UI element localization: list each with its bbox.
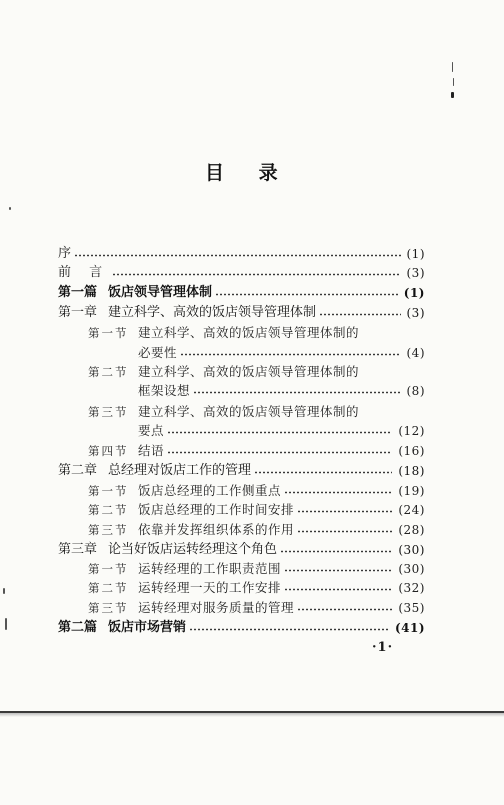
dot-leader xyxy=(112,273,400,276)
section-label: 第一节 xyxy=(88,484,129,498)
dot-leader xyxy=(193,391,400,394)
toc-entry-ch3-section-2 xyxy=(58,580,425,596)
dot-leader xyxy=(284,491,392,494)
page-ref: (1) xyxy=(403,286,425,300)
dot-leader xyxy=(284,569,392,572)
dot-leader xyxy=(215,293,398,296)
dot-leader xyxy=(189,628,389,631)
section-label: 第三节 xyxy=(88,405,129,419)
entry-label: 第二篇 xyxy=(58,620,98,635)
page-ref: (16) xyxy=(398,444,425,458)
toc-entry-ch1-section-3-cont xyxy=(58,423,425,439)
dot-leader xyxy=(297,608,392,611)
section-title-cont: 框架设想 xyxy=(138,383,191,398)
scan-mark xyxy=(452,62,453,72)
dot-leader xyxy=(167,451,392,454)
section-title: 依靠并发挥组织体系的作用 xyxy=(138,522,295,537)
section-label: 第一节 xyxy=(88,326,129,340)
toc-entry-chapter-2 xyxy=(58,463,425,479)
toc-entry-ch2-section-2 xyxy=(58,502,425,518)
section-title: 运转经理的工作职责范围 xyxy=(138,561,282,576)
entry-label: 前 言 xyxy=(58,265,110,280)
toc-entry-preface xyxy=(58,246,425,262)
section-label: 第三节 xyxy=(88,523,129,537)
page-ref: (3) xyxy=(406,266,425,280)
bottom-rule-shadow xyxy=(0,713,504,717)
dot-leader xyxy=(319,313,400,316)
toc-entry-chapter-1 xyxy=(58,305,425,321)
section-label: 第三节 xyxy=(88,601,129,615)
scan-mark xyxy=(9,207,11,210)
dot-leader xyxy=(297,510,392,513)
page-ref: (28) xyxy=(398,523,425,537)
page-ref: (12) xyxy=(398,424,425,438)
dot-leader xyxy=(74,254,400,257)
section-label: 第一节 xyxy=(88,562,129,576)
page-ref: (3) xyxy=(406,306,425,320)
scan-mark xyxy=(451,92,454,98)
toc-entry-part-1 xyxy=(58,285,425,301)
entry-title: 饭店市场营销 xyxy=(108,620,187,635)
section-label: 第四节 xyxy=(88,444,129,458)
section-label: 第二节 xyxy=(88,365,129,379)
toc-entry-chapter-3 xyxy=(58,542,425,558)
entry-label: 第一章 xyxy=(58,305,98,320)
page-ref: (30) xyxy=(398,543,425,557)
page-ref: (41) xyxy=(394,621,425,635)
page-ref: (30) xyxy=(398,562,425,576)
page-number: ·1· xyxy=(372,640,394,655)
entry-title: 建立科学、高效的饭店领导管理体制 xyxy=(108,305,317,320)
dot-leader xyxy=(254,471,392,474)
section-title: 饭店总经理的工作侧重点 xyxy=(138,483,282,498)
section-title: 结语 xyxy=(138,443,165,458)
entry-title: 论当好饭店运转经理这个角色 xyxy=(108,542,278,557)
entry-label: 第三章 xyxy=(58,542,98,557)
toc-entry-ch2-section-1 xyxy=(58,483,425,499)
toc-entry-ch2-section-3 xyxy=(58,522,425,538)
page-ref: (19) xyxy=(398,484,425,498)
section-title: 运转经理一天的工作安排 xyxy=(138,580,282,595)
section-title: 饭店总经理的工作时间安排 xyxy=(138,502,295,517)
toc-entry-foreword xyxy=(58,265,425,281)
dot-leader xyxy=(180,353,400,356)
dot-leader xyxy=(167,431,392,434)
section-title-cont: 要点 xyxy=(138,423,165,438)
section-title-cont: 必要性 xyxy=(138,345,178,360)
section-title: 建立科学、高效的饭店领导管理体制的 xyxy=(138,325,360,340)
entry-label: 序 xyxy=(58,246,72,261)
entry-label: 第一篇 xyxy=(58,285,98,300)
section-title: 建立科学、高效的饭店领导管理体制的 xyxy=(138,404,360,419)
page-ref: (24) xyxy=(398,503,425,517)
section-label: 第二节 xyxy=(88,581,129,595)
toc-entry-part-2 xyxy=(58,620,425,636)
toc-entry-ch1-section-1 xyxy=(58,325,425,341)
section-label: 第二节 xyxy=(88,503,129,517)
section-title: 运转经理对服务质量的管理 xyxy=(138,600,295,615)
page-ref: (35) xyxy=(398,601,425,615)
dot-leader xyxy=(280,550,392,553)
scan-mark xyxy=(3,588,5,594)
dot-leader xyxy=(284,588,392,591)
entry-title: 总经理对饭店工作的管理 xyxy=(108,463,252,478)
page-title: 目 录 xyxy=(205,162,292,184)
toc-entry-ch1-section-4 xyxy=(58,443,425,459)
toc-entry-ch3-section-3 xyxy=(58,600,425,616)
scan-mark xyxy=(453,78,454,86)
toc-entry-ch3-section-1 xyxy=(58,561,425,577)
scan-mark xyxy=(5,618,7,630)
section-title: 建立科学、高效的饭店领导管理体制的 xyxy=(138,364,360,379)
entry-label: 第二章 xyxy=(58,463,98,478)
entry-title: 饭店领导管理体制 xyxy=(108,285,213,300)
page-ref: (8) xyxy=(406,384,425,398)
dot-leader xyxy=(297,530,392,533)
toc-entry-ch1-section-3 xyxy=(58,404,425,420)
page-ref: (4) xyxy=(406,346,425,360)
page-ref: (32) xyxy=(398,581,425,595)
toc-entry-ch1-section-2-cont xyxy=(58,383,425,399)
page-ref: (1) xyxy=(406,247,425,261)
toc-entry-ch1-section-1-cont xyxy=(58,345,425,361)
page-ref: (18) xyxy=(398,464,425,478)
toc-entry-ch1-section-2 xyxy=(58,364,425,380)
